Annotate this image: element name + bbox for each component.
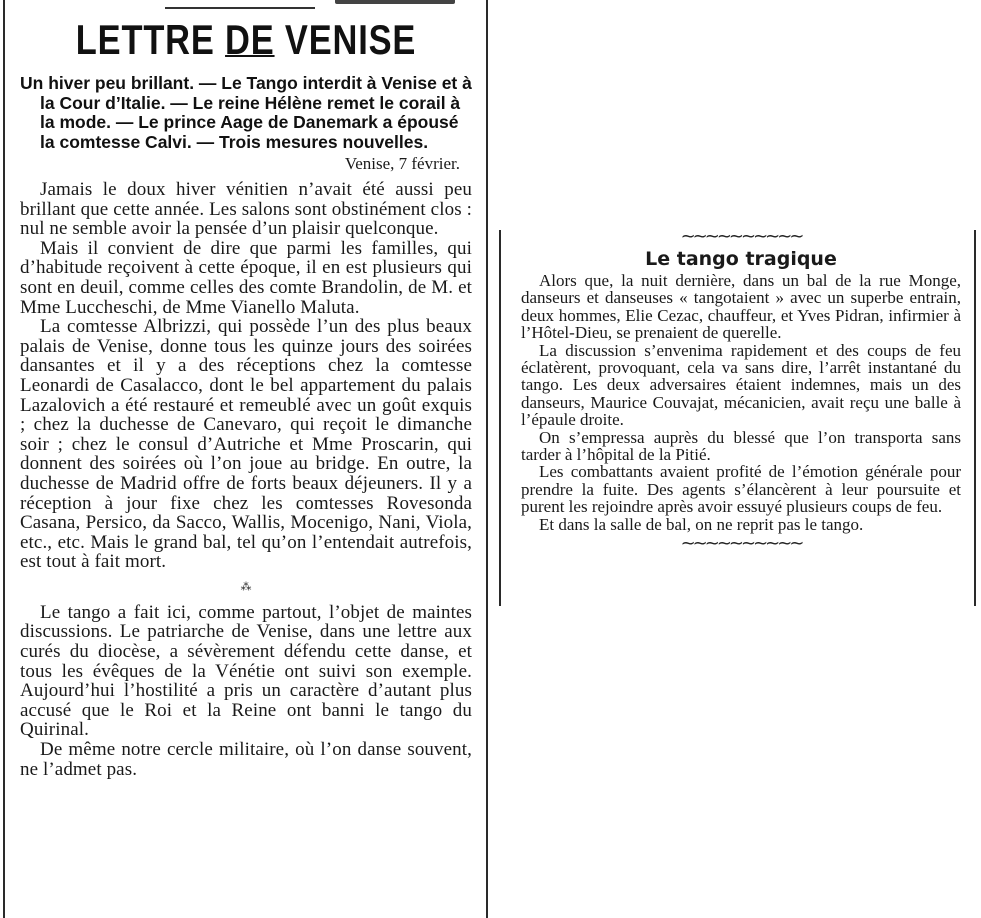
article-summary: Un hiver peu brillant. — Le Tango interdit à Venise et à la Cour d’Italie. — Le reine Hélène remet le corail à la mode. — Le prince Aage de Danemark a épousé la comtesse Calvi. — Trois mesures nouvelles.	[20, 73, 472, 152]
article-paragraph: Jamais le doux hiver vénitien n’avait été aussi peu brillant que cette année. Les salons sont obstinément clos : nul ne semble avoir la pensée d’un plaisir quelconque.	[20, 179, 472, 240]
ornament-top: ~~~~~~~~~~	[680, 226, 802, 247]
column-rule-left	[3, 0, 5, 918]
article-paragraph: De même notre cercle militaire, où l’on danse souvent, ne l’admet pas.	[20, 739, 472, 780]
article-title	[61, 16, 432, 64]
article-lettre-de-venise	[20, 16, 472, 916]
asterism-separator: ⁂	[240, 579, 252, 593]
sidebar-paragraph: Les combattants avaient profité de l’émotion générale pour prendre la fuite. Des agents s’élancèrent à leur poursuite et purent les rejoindre après avoir essuyé plusieurs coups de feu.	[521, 462, 961, 517]
article-paragraph: Mais il convient de dire que parmi les familles, qui d’habitude reçoivent à cette époque, il en est plusieurs qui sont en deuil, comme celles des comte Brandolin, de M. et Mme Luccheschi, de Mme Vianello Maluta.	[20, 237, 472, 318]
top-divider	[165, 7, 315, 9]
sidebar-article-box	[499, 226, 976, 606]
column-rule-middle	[486, 0, 488, 918]
title-part-underlined: DE	[225, 16, 275, 63]
sidebar-article-title: Le tango tragique	[645, 248, 837, 270]
title-part: VENISE	[274, 16, 417, 63]
cropped-heading-fragment	[335, 0, 455, 4]
article-paragraph: La comtesse Albrizzi, qui possède l’un des plus beaux palais de Venise, donne tous les quinze jours des soirées dansantes et il y a des réceptions chez la comtesse Leonardi de Casalacco, dont le bel appartement du palais Lazalovich a été restauré et remeublé avec un goût exquis ; chez la duchesse de Canevaro, qui reçoit le dimanche soir ; chez le consul d’Autriche et Mme Proscarin, qui donnent des soirées où l’on joue au bridge. En outre, la duchesse de Madrid offre de forts beaux déjeuners. Il y a réception à jour fixe chez les comtesses Rovesonda Casana, Persico, da Sacco, Wallis, Mocenigo, Nani, Viola, etc., etc. Mais le grand bal, tel qu’on l’entendait autrefois, est tout à fait mort.	[20, 316, 472, 573]
title-part: LETTRE	[75, 16, 226, 63]
sidebar-paragraph: On s’empressa auprès du blessé que l’on transporta sans tarder à l’hôpital de la Pitié.	[521, 427, 961, 465]
article-paragraph: Le tango a fait ici, comme partout, l’objet de maintes discussions. Le patriarche de Venise, dans une lettre aux curés du diocèse, a sévèrement défendu cette danse, et tous les évêques de la Vénétie ont suivi son exemple. Aujourd’hui l’hostilité a pris un caractère d’autant plus accusé que le Roi et la Reine ont banni le tango du Quirinal.	[20, 601, 472, 741]
sidebar-paragraph: Alors que, la nuit dernière, dans un bal de la rue Monge, danseurs et danseuses « tangotaient » avec un superbe entrain, deux hommes, Elie Cezac, chauffeur, et Yves Pidran, infirmier à l’Hôtel-Dieu, se prenaient de querelle.	[521, 271, 961, 343]
sidebar-article	[521, 226, 961, 555]
sidebar-paragraph: Et dans la salle de bal, on ne reprit pas le tango.	[539, 514, 864, 534]
article-dateline: Venise, 7 février.	[344, 154, 460, 173]
sidebar-paragraph: La discussion s’envenima rapidement et des coups de feu éclatèrent, provoquant, cela va sans dire, l’arrêt instantané du tango. Les deux adversaires étaient indemnes, mais un des danseurs, Maurice Couvajat, mécanicien, avait reçu une balle à l’épaule droite.	[521, 340, 961, 430]
ornament-bottom: ~~~~~~~~~~	[680, 533, 802, 555]
